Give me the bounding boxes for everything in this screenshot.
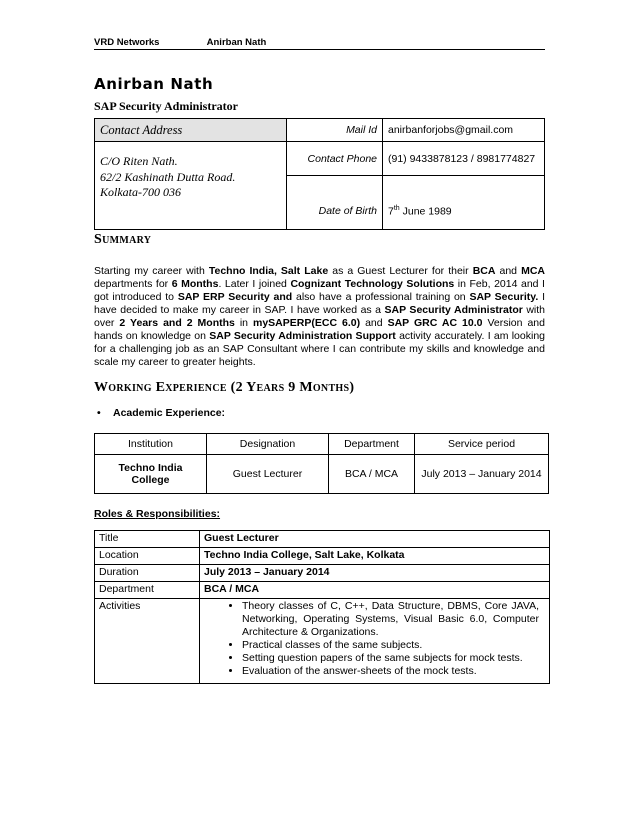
- summary-text: Version and hands on knowledge on: [94, 317, 545, 342]
- roles-heading: Roles & Responsibilities:: [94, 508, 221, 520]
- summary-emphasis: SAP Security Administrator: [384, 304, 523, 316]
- table-row: [95, 548, 550, 565]
- roles-duration-label: Duration: [95, 565, 200, 582]
- summary-text: also have a professional training on: [292, 291, 470, 303]
- roles-title-label: Title: [95, 531, 200, 548]
- list-item: • Theory classes of C, C++, Data Structure, DBMS, Core JAVA, Networking, Operating Systems, Visual Basic 6.0, Computer Architecture & Organizations.: [242, 600, 539, 639]
- summary-text: with over: [94, 304, 546, 329]
- summary-text: and: [360, 317, 388, 329]
- dob-label: Date of Birth: [287, 176, 383, 230]
- dob-value: [383, 176, 545, 230]
- page-header: [94, 37, 544, 48]
- contact-address: [95, 142, 287, 230]
- summary-emphasis: SAP Security.: [469, 291, 539, 303]
- roles-department-value: BCA / MCA: [200, 582, 550, 599]
- list-item: • Practical classes of the same subjects.: [242, 639, 539, 652]
- roles-location-label: Location: [95, 548, 200, 565]
- list-item: • Evaluation of the answer-sheets of the mock tests.: [242, 665, 539, 678]
- header-person: Anirban Nath: [206, 37, 267, 48]
- summary-text: in: [234, 317, 253, 329]
- cell-department: BCA / MCA: [329, 455, 415, 494]
- summary-emphasis: SAP Security Administration Support: [209, 330, 396, 342]
- experience-title: Working Experience (2 Years 9 Months): [94, 380, 355, 395]
- summary-emphasis: BCA: [472, 265, 496, 277]
- table-header-row: [95, 434, 549, 455]
- summary-title: Summary: [94, 232, 152, 247]
- address-line: Kolkata-700 036: [100, 185, 181, 199]
- summary-text: activity accurately. I am looking for a challenging job as an SAP Consultant where I can contribute my skills and knowledge and scale my career to greater heights.: [94, 330, 545, 368]
- phone-value: (91) 9433878123 / 8981774827: [383, 142, 545, 176]
- contact-address-heading: Contact Address: [95, 119, 287, 142]
- address-line: C/O Riten Nath.: [100, 154, 178, 168]
- table-row: [95, 531, 550, 548]
- cell-institution: Techno India College: [95, 455, 207, 494]
- summary-text: in Feb, 2014 and I got introduced to: [94, 278, 545, 303]
- academic-table: [94, 433, 549, 494]
- dob-suffix: th: [393, 204, 400, 212]
- bullet: •: [97, 407, 101, 419]
- list-item: • Setting question papers of the same subjects for mock tests.: [242, 652, 539, 665]
- summary-emphasis: Cognizant Technology Solutions: [290, 278, 455, 290]
- roles-table: [94, 530, 550, 684]
- cell-service-period: July 2013 – January 2014: [415, 455, 549, 494]
- candidate-name: Anirban Nath: [94, 75, 214, 93]
- cell-designation: Guest Lecturer: [207, 455, 329, 494]
- summary-text: I have decided to make my career in SAP. I have worked as a: [94, 291, 545, 316]
- header-org: VRD Networks: [94, 37, 160, 48]
- summary-paragraph: [94, 265, 545, 369]
- roles-duration-value: July 2013 – January 2014: [200, 565, 550, 582]
- summary-text: Starting my career with: [94, 265, 209, 277]
- col-header-designation: Designation: [207, 434, 329, 455]
- table-row: [95, 582, 550, 599]
- address-line: 62/2 Kashinath Dutta Road.: [100, 169, 236, 184]
- table-row: [95, 455, 549, 494]
- roles-activities-label: Activities: [95, 599, 200, 684]
- summary-text: departments for: [94, 278, 172, 290]
- summary-emphasis: 6 Months: [171, 278, 219, 290]
- summary-emphasis: SAP ERP Security and: [177, 291, 293, 303]
- roles-activities-value: [200, 599, 550, 684]
- summary-emphasis: mySAPERP(ECC 6.0): [253, 317, 361, 329]
- activities-list: [204, 600, 545, 682]
- dob-rest: June 1989: [399, 205, 452, 217]
- summary-emphasis: SAP GRC AC 10.0: [387, 317, 483, 329]
- table-row: [95, 599, 550, 684]
- summary-text: as a Guest Lecturer for their: [328, 265, 473, 277]
- candidate-role: SAP Security Administrator: [94, 99, 238, 113]
- col-header-service-period: Service period: [415, 434, 549, 455]
- roles-title-value: Guest Lecturer: [200, 531, 550, 548]
- phone-label: Contact Phone: [287, 142, 383, 176]
- mail-value: anirbanforjobs@gmail.com: [383, 119, 545, 142]
- roles-location-value: Techno India College, Salt Lake, Kolkata: [200, 548, 550, 565]
- academic-experience-label: Academic Experience:: [113, 407, 226, 419]
- summary-text: . Later I joined: [218, 278, 291, 290]
- summary-emphasis: 2 Years and 2 Months: [119, 317, 235, 329]
- mail-label: Mail Id: [287, 119, 383, 142]
- dob-day: 7: [388, 205, 394, 217]
- header-divider: [94, 49, 545, 50]
- contact-table: [94, 118, 545, 230]
- summary-text: and: [495, 265, 522, 277]
- table-row: [95, 565, 550, 582]
- summary-emphasis: MCA: [521, 265, 546, 277]
- summary-emphasis: Techno India, Salt Lake: [208, 265, 329, 277]
- col-header-institution: Institution: [95, 434, 207, 455]
- roles-department-label: Department: [95, 582, 200, 599]
- academic-experience-item: [97, 407, 225, 419]
- col-header-department: Department: [329, 434, 415, 455]
